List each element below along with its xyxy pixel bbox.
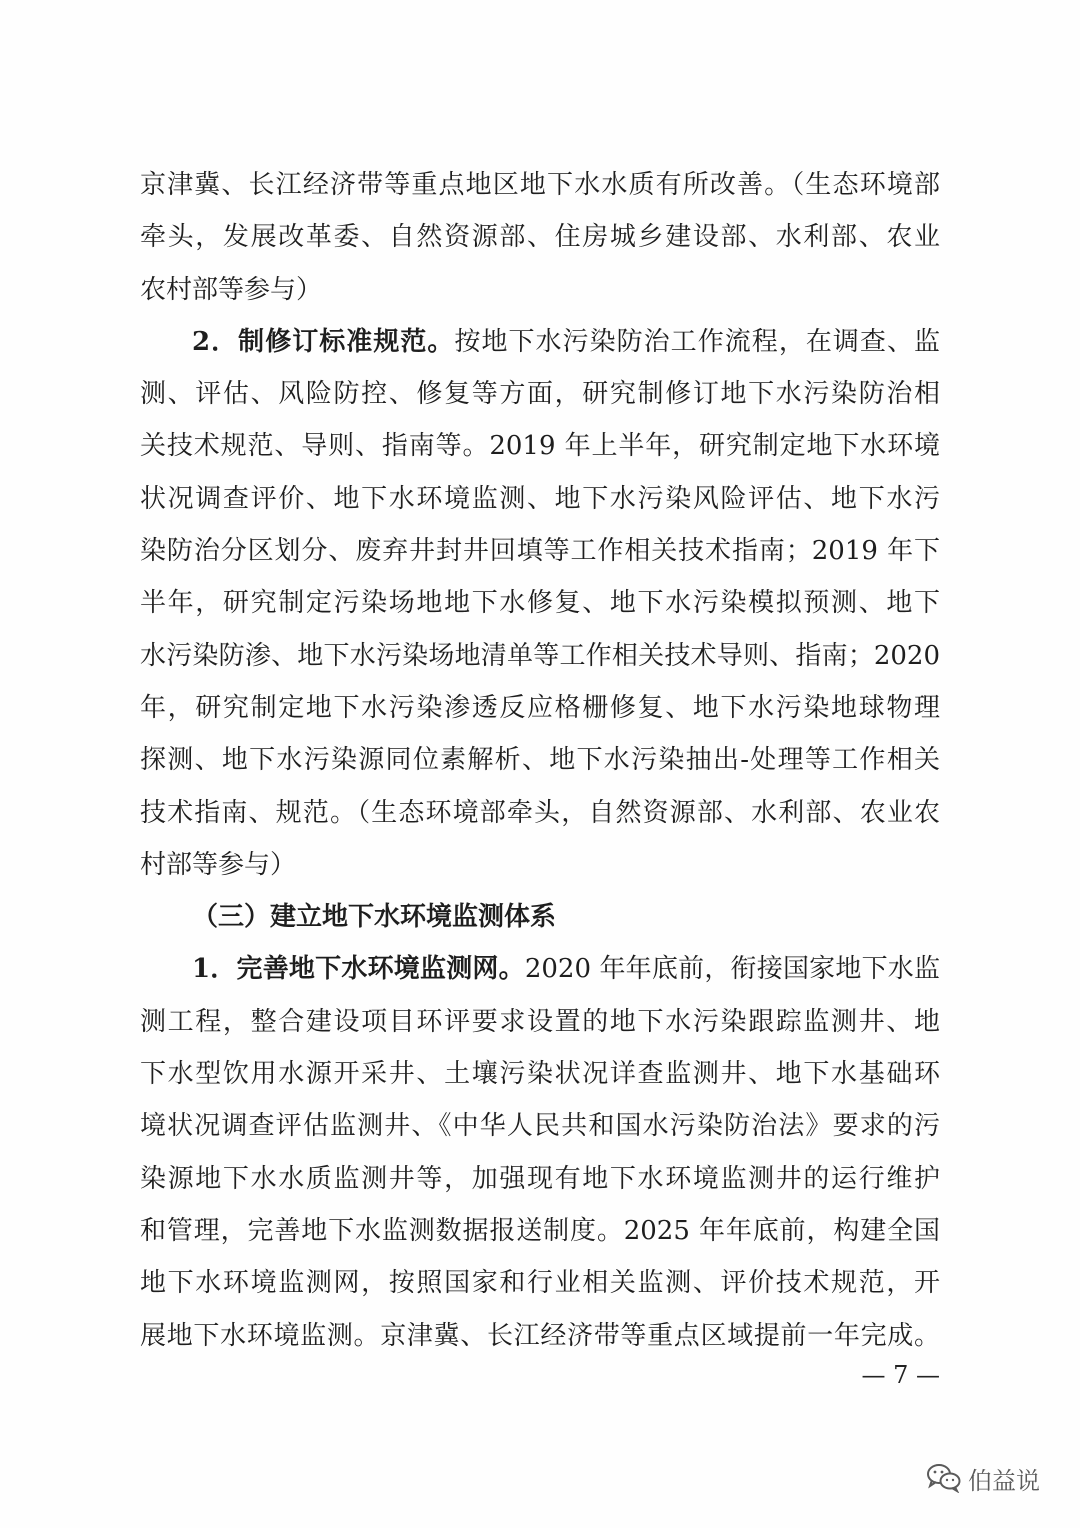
line-text: 技术指南、规范。（生态环境部牵头，自然资源部、水利部、农业农 (140, 797, 940, 828)
line-text: 地下水环境监测网，按照国家和行业相关监测、评价技术规范，开 (140, 1268, 940, 1299)
text-line (140, 682, 940, 734)
text-line (140, 577, 940, 629)
text-line (140, 264, 940, 316)
text-line (140, 473, 940, 525)
text-line (140, 787, 940, 839)
text-line (140, 1257, 940, 1309)
text-line (140, 1153, 940, 1205)
line-text: 按地下水污染防治工作流程，在调查、监 (454, 326, 940, 357)
section-heading-text: （三）建立地下水环境监测体系 (192, 902, 557, 933)
line-text: 村部等参与） (140, 849, 297, 880)
line-text: 下水型饮用水源开采井、土壤污染状况详查监测井、地下水基础环 (140, 1059, 940, 1090)
text-line (140, 159, 940, 211)
text-line (140, 630, 940, 682)
text-line (140, 525, 940, 577)
text-line (140, 996, 940, 1048)
line-text: 农村部等参与） (140, 274, 323, 305)
line-text: 半年，研究制定污染场地地下水修复、地下水污染模拟预测、地下 (140, 588, 940, 619)
text-line (140, 1310, 940, 1362)
wechat-icon (926, 1463, 962, 1493)
line-text: 展地下水环境监测。京津冀、长江经济带等重点区域提前一年完成。 (140, 1320, 940, 1351)
text-line (140, 1048, 940, 1100)
text-line (140, 943, 940, 995)
line-text: 年，研究制定地下水污染渗透反应格栅修复、地下水污染地球物理 (140, 692, 940, 723)
line-text: 境状况调查评估监测井、《中华人民共和国水污染防治法》要求的污 (140, 1111, 940, 1142)
run-in-heading: 1．完善地下水环境监测网。 (192, 954, 525, 985)
text-line (140, 1100, 940, 1152)
text-line (140, 316, 940, 368)
line-text: 测工程，整合建设项目环评要求设置的地下水污染跟踪监测井、地 (140, 1006, 940, 1037)
text-line (140, 211, 940, 263)
text-line (140, 368, 940, 420)
line-text: 水污染防渗、地下水污染场地清单等工作相关技术导则、指南；2020 (140, 640, 940, 671)
line-text: 关技术规范、导则、指南等。2019 年上半年，研究制定地下水环境 (140, 431, 940, 462)
text-line (140, 420, 940, 472)
run-in-heading: 2．制修订标准规范。 (192, 326, 455, 357)
section-heading (140, 891, 940, 943)
line-text: 染防治分区划分、废弃井封井回填等工作相关技术指南；2019 年下 (140, 536, 940, 567)
text-line (140, 839, 940, 891)
line-text: 和管理，完善地下水监测数据报送制度。2025 年年底前，构建全国 (140, 1215, 940, 1246)
line-text: 京津冀、长江经济带等重点地区地下水水质有所改善。（生态环境部 (140, 170, 940, 200)
line-text: 牵头，发展改革委、自然资源部、住房城乡建设部、水利部、农业 (140, 222, 940, 253)
line-text: 2020 年年底前，衔接国家地下水监 (524, 954, 940, 985)
line-text: 测、评估、风险防控、修复等方面，研究制修订地下水污染防治相 (140, 379, 940, 410)
page-number: — 7 — (861, 1361, 940, 1389)
text-line (140, 734, 940, 786)
text-line (140, 1205, 940, 1257)
watermark (926, 1460, 1040, 1496)
document-body (140, 159, 940, 1362)
watermark-text: 伯益说 (968, 1466, 1040, 1495)
line-text: 染源地下水水质监测井等，加强现有地下水环境监测井的运行维护 (140, 1163, 940, 1194)
line-text: 状况调查评价、地下水环境监测、地下水污染风险评估、地下水污 (140, 483, 940, 514)
line-text: 探测、地下水污染源同位素解析、地下水污染抽出-处理等工作相关 (140, 745, 940, 776)
